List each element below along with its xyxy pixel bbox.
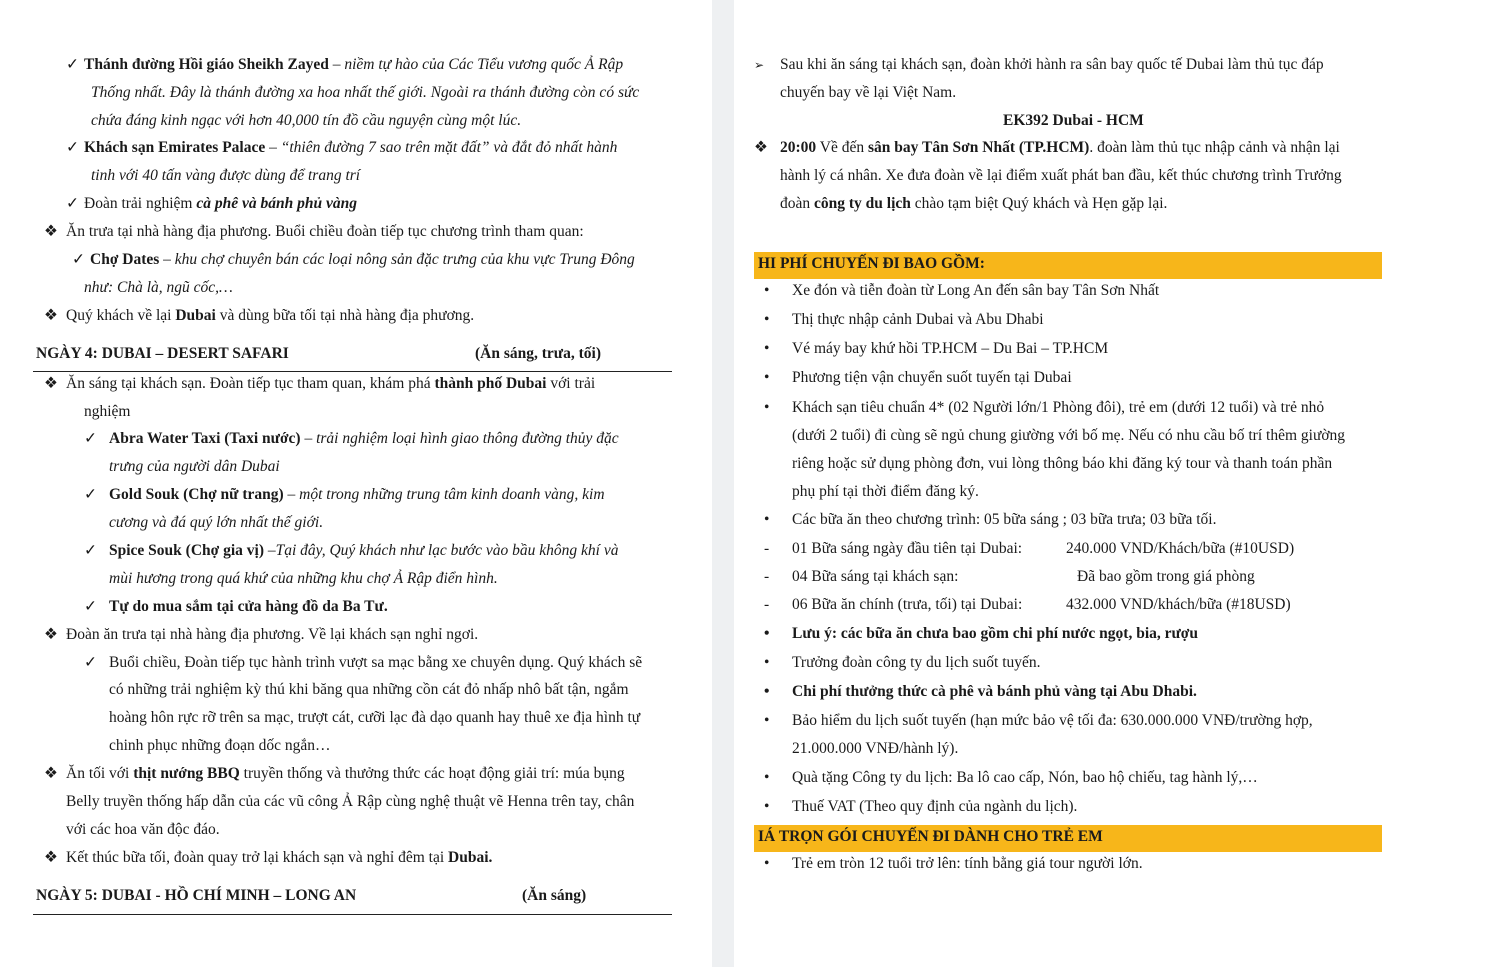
included-item: • Khách sạn tiêu chuẩn 4* (02 Người lớn/1 Phòng đôi), trẻ em (dưới 12 tuổi) và trẻ nhỏ xyxy=(764,399,1325,416)
text-line: mùi hương trong quá khứ của những khu chợ Ả Rập điển hình. xyxy=(109,570,498,587)
right-page xyxy=(734,0,1500,967)
bullet-dot-icon: • xyxy=(764,798,770,815)
text-line: chứa đáng kinh ngạc với hơn 40,000 tín đồ cầu nguyện cùng một lúc. xyxy=(91,112,522,129)
diamond-bullet-icon: ❖ xyxy=(44,626,58,643)
included-item: • Chi phí thưởng thức cà phê và bánh phủ vàng tại Abu Dhabi. xyxy=(764,683,1197,700)
text-line: Thống nhất. Đây là thánh đường xa hoa nhất thế giới. Ngoài ra thánh đường còn có sức xyxy=(91,84,640,101)
bullet-dot-icon: • xyxy=(764,769,770,786)
included-item: • Trưởng đoàn công ty du lịch suốt tuyến. xyxy=(764,654,1041,671)
bullet-dot-icon: • xyxy=(764,340,770,357)
bullet-dot-icon: • xyxy=(764,311,770,328)
check-icon: ✓ xyxy=(84,430,97,447)
attraction-dates-market: ✓ Chợ Dates – khu chợ chuyên bán các loại nông sản đặc trưng của khu vực Trung Đông xyxy=(72,251,635,268)
text-line: phụ phí tại thời điểm đăng ký. xyxy=(792,483,979,500)
text-line: cương và đá quý lớn nhất thế giới. xyxy=(109,514,324,531)
activity-cafe: ✓ Đoàn trải nghiệm cà phê và bánh phủ vàng xyxy=(66,195,357,212)
dash-bullet-icon: - xyxy=(764,596,770,613)
text-line: hành lý cá nhân. Xe đưa đoàn về lại điểm xuất phát ban đầu, kết thúc chương trình Trưởng xyxy=(780,167,1342,184)
included-item: • Vé máy bay khứ hồi TP.HCM – Du Bai – TP.HCM xyxy=(764,340,1109,357)
text-line: 21.000.000 VNĐ/hành lý). xyxy=(792,740,959,757)
text-line: (dưới 2 tuổi) đi cùng sẽ ngủ chung giường với bố mẹ. Nếu có nhu cầu bố trí thêm giường xyxy=(792,427,1346,444)
bullet-dot-icon: • xyxy=(764,654,770,671)
meal-row: - 04 Bữa sáng tại khách sạn: Đã bao gồm trong giá phòng xyxy=(764,568,1255,585)
included-item: • Các bữa ăn theo chương trình: 05 bữa sáng ; 03 bữa trưa; 03 bữa tối. xyxy=(764,511,1217,528)
flight-number: EK392 Dubai - HCM xyxy=(1003,112,1144,129)
section-header-included: HI PHÍ CHUYẾN ĐI BAO GỒM: xyxy=(754,252,1382,279)
dash-bullet-icon: - xyxy=(764,568,770,585)
day4-breakfast: ❖ Ăn sáng tại khách sạn. Đoàn tiếp tục tham quan, khám phá thành phố Dubai với trải xyxy=(44,375,596,392)
text-line: riêng hoặc sử dụng phòng đơn, vui lòng thông báo khi đăng ký tour và thanh toán phần xyxy=(792,455,1333,472)
day4-heading: NGÀY 4: DUBAI – DESERT SAFARI xyxy=(36,345,289,362)
left-page xyxy=(0,0,712,967)
attraction-gold-souk: ✓ Gold Souk (Chợ nữ trang) – một trong những trung tâm kinh doanh vàng, kim xyxy=(84,486,605,503)
check-icon: ✓ xyxy=(66,139,79,156)
included-item: • Thuế VAT (Theo quy định của ngành du lịch). xyxy=(764,798,1078,815)
text-line: hoàng hôn rực rỡ trên sa mạc, trượt cát, cưỡi lạc đà dạo quanh hay thuê xe địa hình tự xyxy=(109,709,641,726)
diamond-bullet-icon: ❖ xyxy=(44,223,58,240)
divider xyxy=(33,371,672,372)
dash-bullet-icon: - xyxy=(764,540,770,557)
lunch-item: ❖ Ăn trưa tại nhà hàng địa phương. Buổi chiều đoàn tiếp tục chương trình tham quan: xyxy=(44,223,584,240)
bbq-dinner: ❖ Ăn tối với thịt nướng BBQ truyền thống và thưởng thức các hoạt động giải trí: múa bụng xyxy=(44,765,625,782)
section-header-children: IÁ TRỌN GÓI CHUYẾN ĐI DÀNH CHO TRẺ EM xyxy=(754,825,1382,852)
bullet-dot-icon: • xyxy=(764,683,770,700)
children-item: • Trẻ em tròn 12 tuổi trở lên: tính bằng giá tour người lớn. xyxy=(764,855,1143,872)
diamond-bullet-icon: ❖ xyxy=(44,307,58,324)
bullet-dot-icon: • xyxy=(764,282,770,299)
text-line: đoàn công ty du lịch chào tạm biệt Quý khách và Hẹn gặp lại. xyxy=(780,195,1168,212)
arrow-bullet-icon: ➢ xyxy=(754,58,765,72)
activity-leather-shopping: ✓ Tự do mua sắm tại cửa hàng đồ da Ba Tư. xyxy=(84,598,388,615)
arrival-item: ❖ 20:00 Về đến sân bay Tân Sơn Nhất (TP.HCM). đoàn làm thủ tục nhập cảnh và nhận lại xyxy=(754,139,1340,156)
day5-heading: NGÀY 5: DUBAI - HỒ CHÍ MINH – LONG AN xyxy=(36,887,357,904)
bullet-dot-icon: • xyxy=(764,712,770,729)
included-item: • Xe đón và tiễn đoàn từ Long An đến sân bay Tân Sơn Nhất xyxy=(764,282,1160,299)
diamond-bullet-icon: ❖ xyxy=(44,765,58,782)
text-line: chinh phục những đoạn dốc ngắn… xyxy=(109,737,331,754)
bullet-dot-icon: • xyxy=(764,855,770,872)
text-line: như: Chà là, ngũ cốc,… xyxy=(84,279,233,296)
diamond-bullet-icon: ❖ xyxy=(754,139,768,156)
check-icon: ✓ xyxy=(66,195,79,212)
check-icon: ✓ xyxy=(84,598,97,615)
bullet-dot-icon: • xyxy=(764,369,770,386)
attraction-abra: ✓ Abra Water Taxi (Taxi nước) – trải nghiệm loại hình giao thông đường thủy đặc xyxy=(84,430,619,447)
check-icon: ✓ xyxy=(66,56,79,73)
included-item: • Quà tặng Công ty du lịch: Ba lô cao cấp, Nón, bao hộ chiếu, tag hành lý,… xyxy=(764,769,1258,786)
meal-row: - 06 Bữa ăn chính (trưa, tối) tại Dubai: 432.000 VND/khách/bữa (#18USD) xyxy=(764,596,1291,613)
included-item: • Thị thực nhập cảnh Dubai và Abu Dhabi xyxy=(764,311,1044,328)
bullet-dot-icon: • xyxy=(764,625,770,642)
desert-safari-item: ✓ Buổi chiều, Đoàn tiếp tục hành trình vượt sa mạc bằng xe chuyên dụng. Quý khách sẽ xyxy=(84,654,643,671)
text-line: trưng của người dân Dubai xyxy=(109,458,280,475)
divider xyxy=(33,914,672,915)
dinner-item: ❖ Quý khách về lại Dubai và dùng bữa tối tại nhà hàng địa phương. xyxy=(44,307,475,324)
bullet-dot-icon: • xyxy=(764,399,770,416)
meal-row: - 01 Bữa sáng ngày đầu tiên tại Dubai: 240.000 VND/Khách/bữa (#10USD) xyxy=(764,540,1295,557)
check-icon: ✓ xyxy=(84,654,97,671)
check-icon: ✓ xyxy=(72,251,85,268)
check-icon: ✓ xyxy=(84,542,97,559)
day4-lunch: ❖ Đoàn ăn trưa tại nhà hàng địa phương. Về lại khách sạn nghỉ ngơi. xyxy=(44,626,479,643)
included-item: • Phương tiện vận chuyển suốt tuyến tại Dubai xyxy=(764,369,1072,386)
attraction-spice-souk: ✓ Spice Souk (Chợ gia vị) –Tại đây, Quý khách như lạc bước vào bầu không khí và xyxy=(84,542,619,559)
day5-meals: (Ăn sáng) xyxy=(522,887,587,904)
included-item: • Bảo hiểm du lịch suốt tuyến (hạn mức bảo vệ tối đa: 630.000.000 VNĐ/trường hợp, xyxy=(764,712,1313,729)
attraction-emirates-palace: ✓ Khách sạn Emirates Palace – “thiên đường 7 sao trên mặt đất” và đắt đỏ nhất hành xyxy=(66,139,618,156)
attraction-sheikh-zayed: ✓ Thánh đường Hồi giáo Sheikh Zayed – niềm tự hào của Các Tiểu vương quốc Ả Rập xyxy=(66,56,624,73)
day4-end: ❖ Kết thúc bữa tối, đoàn quay trở lại khách sạn và nghỉ đêm tại Dubai. xyxy=(44,849,493,866)
text-line: Belly truyền thống hấp dẫn của các vũ công Ả Rập cùng nghệ thuật vẽ Henna trên tay, chân xyxy=(66,793,635,810)
bullet-dot-icon: • xyxy=(764,511,770,528)
text-line: có những trải nghiệm kỳ thú khi băng qua những cồn cát đỏ nhấp nhô bất tận, ngắm xyxy=(109,681,629,698)
day4-meals: (Ăn sáng, trưa, tối) xyxy=(475,345,601,362)
departure-item: ➢ Sau khi ăn sáng tại khách sạn, đoàn khởi hành ra sân bay quốc tế Dubai làm thủ tục đáp xyxy=(754,56,1324,73)
diamond-bullet-icon: ❖ xyxy=(44,375,58,392)
check-icon: ✓ xyxy=(84,486,97,503)
text-line: nghiệm xyxy=(84,403,131,420)
diamond-bullet-icon: ❖ xyxy=(44,849,58,866)
meal-note: • Lưu ý: các bữa ăn chưa bao gồm chi phí nước ngọt, bia, rượu xyxy=(764,625,1199,642)
text-line: chuyến bay về lại Việt Nam. xyxy=(780,84,957,101)
text-line: với các hoa văn độc đáo. xyxy=(66,821,220,838)
text-line: tinh với 40 tấn vàng được dùng để trang trí xyxy=(91,167,361,184)
